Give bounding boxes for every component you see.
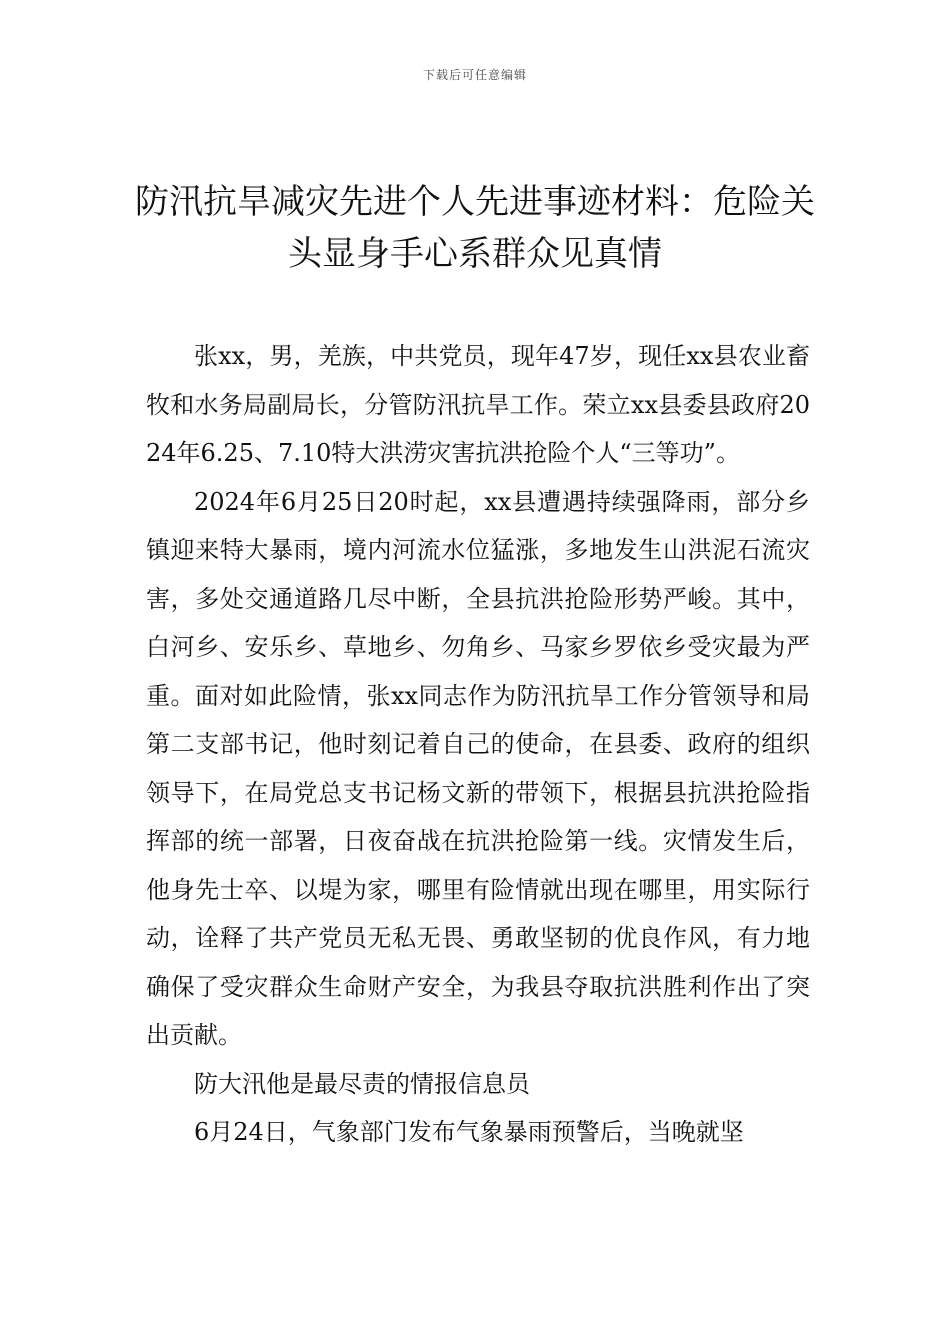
section-heading: 防大汛他是最尽责的情报信息员 [194,1069,530,1098]
document-title: 防汛抗旱减灾先进个人先进事迹材料：危险关头显身手心系群众见真情 [135,182,815,274]
paragraph-flood-event: 2024年6月25日20时起，xx县遭遇持续强降雨，部分乡镇迎来特大暴雨，境内河流水位猛涨，多地发生山洪泥石流灾害，多处交通道路几尽中断，全县抗洪抢险形势严峻。其中，白河乡、安乐乡、草地乡、勿角乡、马家乡罗依乡受灾最为严重。面对如此险情，张xx同志作为防汛抗旱工作分管领导和局第二支部书记，他时刻记着自己的使命，在县委、政府的组织领导下，在局党总支书记杨文新的带领下，根据县抗洪抢险指挥部的统一部署，日夜奋战在抗洪抢险第一线。灾情发生后，他身先士卒、以堤为家，哪里有险情就出现在哪里，用实际行动，诠释了共产党员无私无畏、勇敢坚韧的优良作风，有力地确保了受灾群众生命财产安全，为我县夺取抗洪胜利作出了突出贡献。 [146,487,810,1049]
header-note: 下载后可任意编辑 [422,68,527,82]
paragraph-warning: 6月24日，气象部门发布气象暴雨预警后，当晚就坚 [194,1118,744,1146]
document-body [146,332,810,1157]
paragraph-intro: 张xx，男，羌族，中共党员，现年47岁，现任xx县农业畜牧和水务局副局长，分管防汛抗旱工作。荣立xx县委县政府2024年6.25、7.10特大洪涝灾害抗洪抢险个人“三等功”。 [146,342,810,467]
